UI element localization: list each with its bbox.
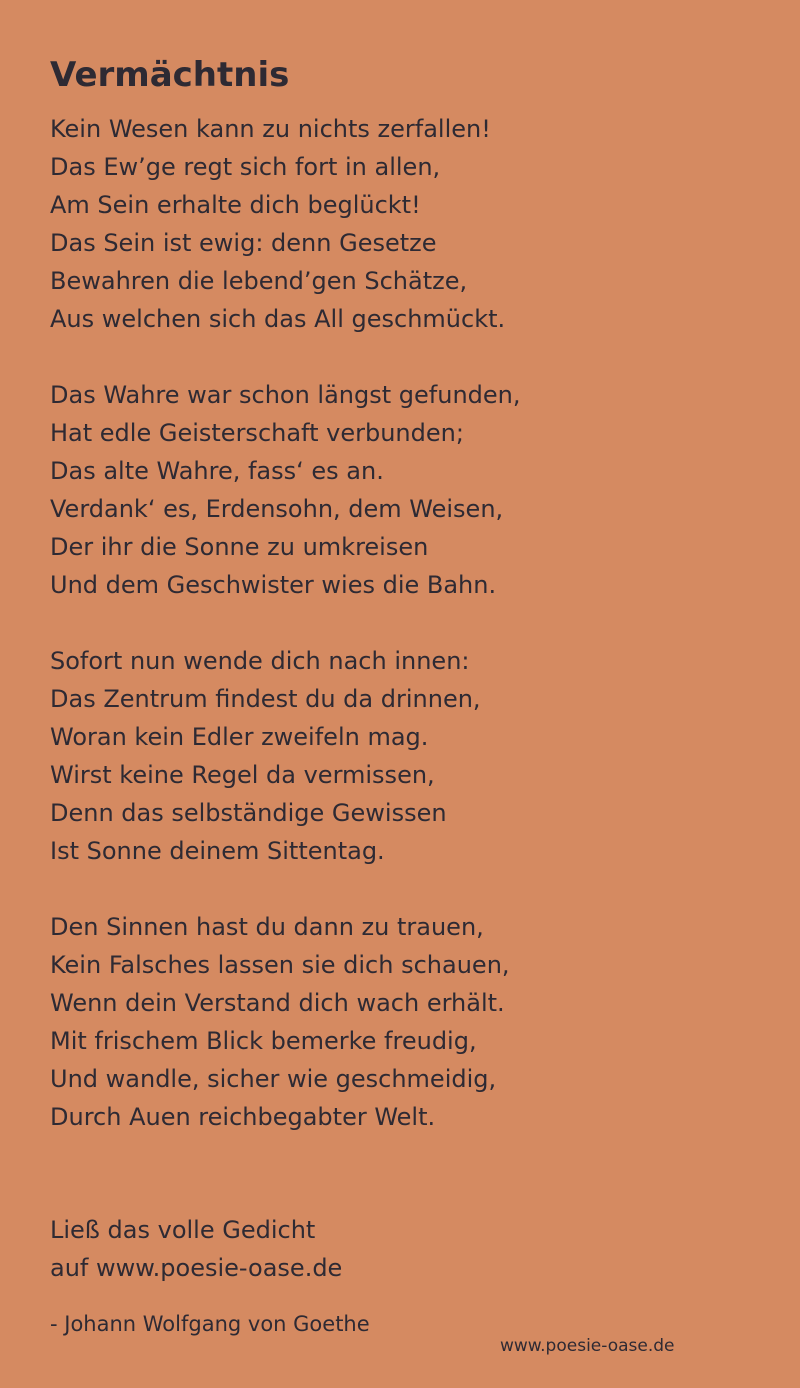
poem-title: Vermächtnis: [50, 55, 290, 95]
poem-line: Der ihr die Sonne zu umkreisen: [50, 533, 429, 561]
poem-line: Ist Sonne deinem Sittentag.: [50, 837, 385, 865]
author-attribution: - Johann Wolfgang von Goethe: [50, 1312, 370, 1336]
stanza-3: [50, 642, 770, 870]
poem-body: [50, 110, 770, 1174]
poem-line: Das alte Wahre, fass‘ es an.: [50, 457, 384, 485]
stanza-2: [50, 376, 770, 604]
poem-line: Hat edle Geisterschaft verbunden;: [50, 419, 464, 447]
promo-link-line: auf www.poesie-oase.de: [50, 1254, 343, 1282]
poem-line: Das Wahre war schon längst gefunden,: [50, 381, 521, 409]
poem-line: Kein Wesen kann zu nichts zerfallen!: [50, 115, 491, 143]
full-poem-promo: [50, 1211, 750, 1287]
stanza-4: [50, 908, 770, 1136]
poem-line: Und dem Geschwister wies die Bahn.: [50, 571, 497, 599]
poem-line: Denn das selbständige Gewissen: [50, 799, 447, 827]
poem-line: Wirst keine Regel da vermissen,: [50, 761, 435, 789]
poem-line: Aus welchen sich das All geschmückt.: [50, 305, 506, 333]
poem-line: Und wandle, sicher wie geschmeidig,: [50, 1065, 497, 1093]
stanza-1: [50, 110, 770, 338]
poem-line: Woran kein Edler zweifeln mag.: [50, 723, 429, 751]
poem-line: Kein Falsches lassen sie dich schauen,: [50, 951, 510, 979]
poem-line: Sofort nun wende dich nach innen:: [50, 647, 470, 675]
poem-line: Den Sinnen hast du dann zu trauen,: [50, 913, 484, 941]
poem-line: Das Sein ist ewig: denn Gesetze: [50, 229, 437, 257]
poem-line: Bewahren die lebend’gen Schätze,: [50, 267, 468, 295]
poem-line: Wenn dein Verstand dich wach erhält.: [50, 989, 505, 1017]
promo-line: Ließ das volle Gedicht: [50, 1216, 316, 1244]
poem-line: Das Zentrum findest du da drinnen,: [50, 685, 481, 713]
poem-line: Durch Auen reichbegabter Welt.: [50, 1103, 436, 1131]
website-watermark: www.poesie-oase.de: [500, 1336, 675, 1356]
poem-line: Mit frischem Blick bemerke freudig,: [50, 1027, 477, 1055]
poem-line: Verdank‘ es, Erdensohn, dem Weisen,: [50, 495, 504, 523]
poem-line: Das Ew’ge regt sich fort in allen,: [50, 153, 441, 181]
poem-line: Am Sein erhalte dich beglückt!: [50, 191, 421, 219]
